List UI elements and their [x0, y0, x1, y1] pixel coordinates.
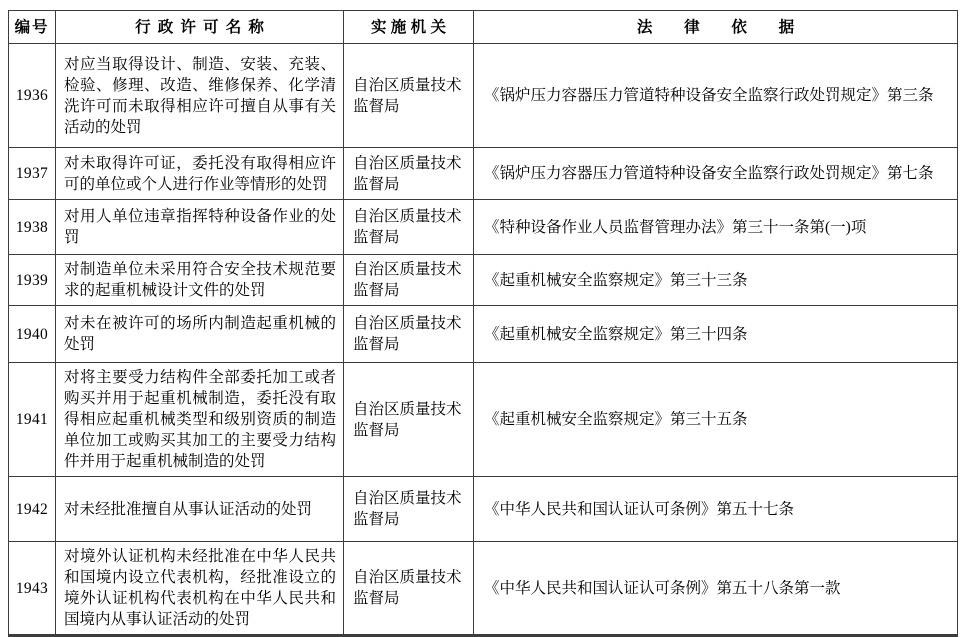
column-header-name: 行政许可名称 [56, 11, 344, 44]
license-name-cell: 对境外认证机构未经批准在中华人民共和国境内设立代表机构，经批准设立的境外认证机构代表机构在中华人民共和国境内从事认证活动的处罚 [56, 542, 344, 636]
agency-cell: 自治区质量技术监督局 [344, 44, 474, 148]
permits-table-container [8, 10, 957, 637]
agency-cell: 自治区质量技术监督局 [344, 542, 474, 636]
row-id-cell: 1936 [9, 44, 56, 148]
row-id-cell: 1937 [9, 148, 56, 200]
license-name-cell: 对未取得许可证，委托没有取得相应许可的单位或个人进行作业等情形的处罚 [56, 148, 344, 200]
agency-cell: 自治区质量技术监督局 [344, 255, 474, 306]
agency-cell: 自治区质量技术监督局 [344, 477, 474, 542]
table-row [9, 200, 958, 255]
row-id-cell: 1938 [9, 200, 56, 255]
header-row [9, 11, 958, 44]
row-id-cell: 1942 [9, 477, 56, 542]
row-id-cell: 1943 [9, 542, 56, 636]
legal-basis-cell: 《锅炉压力容器压力管道特种设备安全监察行政处罚规定》第三条 [474, 44, 958, 148]
legal-basis-cell: 《起重机械安全监察规定》第三十三条 [474, 255, 958, 306]
legal-basis-cell: 《特种设备作业人员监督管理办法》第三十一条第(一)项 [474, 200, 958, 255]
agency-cell: 自治区质量技术监督局 [344, 200, 474, 255]
column-header-legal: 法律依据 [474, 11, 958, 44]
table-row [9, 255, 958, 306]
legal-basis-cell: 《起重机械安全监察规定》第三十四条 [474, 306, 958, 363]
license-name-cell: 对应当取得设计、制造、安装、充装、检验、修理、改造、维修保养、化学清洗许可而未取得相应许可擅自从事有关活动的处罚 [56, 44, 344, 148]
license-name-cell: 对将主要受力结构件全部委托加工或者购买并用于起重机械制造，委托没有取得相应起重机械类型和级别资质的制造单位加工或购买其加工的主要受力结构件并用于起重机械制造的处罚 [56, 363, 344, 477]
table-row [9, 363, 958, 477]
table-row [9, 44, 958, 148]
agency-cell: 自治区质量技术监督局 [344, 306, 474, 363]
legal-basis-cell: 《起重机械安全监察规定》第三十五条 [474, 363, 958, 477]
license-name-cell: 对制造单位未采用符合安全技术规范要求的起重机械设计文件的处罚 [56, 255, 344, 306]
table-row [9, 477, 958, 542]
license-name-cell: 对未在被许可的场所内制造起重机械的处罚 [56, 306, 344, 363]
legal-basis-cell: 《锅炉压力容器压力管道特种设备安全监察行政处罚规定》第七条 [474, 148, 958, 200]
agency-cell: 自治区质量技术监督局 [344, 363, 474, 477]
row-id-cell: 1940 [9, 306, 56, 363]
row-id-cell: 1939 [9, 255, 56, 306]
table-row [9, 542, 958, 636]
row-id-cell: 1941 [9, 363, 56, 477]
legal-basis-cell: 《中华人民共和国认证认可条例》第五十七条 [474, 477, 958, 542]
license-name-cell: 对用人单位违章指挥特种设备作业的处罚 [56, 200, 344, 255]
license-name-cell: 对未经批准擅自从事认证活动的处罚 [56, 477, 344, 542]
table-row [9, 306, 958, 363]
column-header-id: 编号 [9, 11, 56, 44]
legal-basis-cell: 《中华人民共和国认证认可条例》第五十八条第一款 [474, 542, 958, 636]
administrative-permits-table [8, 10, 958, 637]
column-header-agency: 实施机关 [344, 11, 474, 44]
agency-cell: 自治区质量技术监督局 [344, 148, 474, 200]
table-row [9, 148, 958, 200]
